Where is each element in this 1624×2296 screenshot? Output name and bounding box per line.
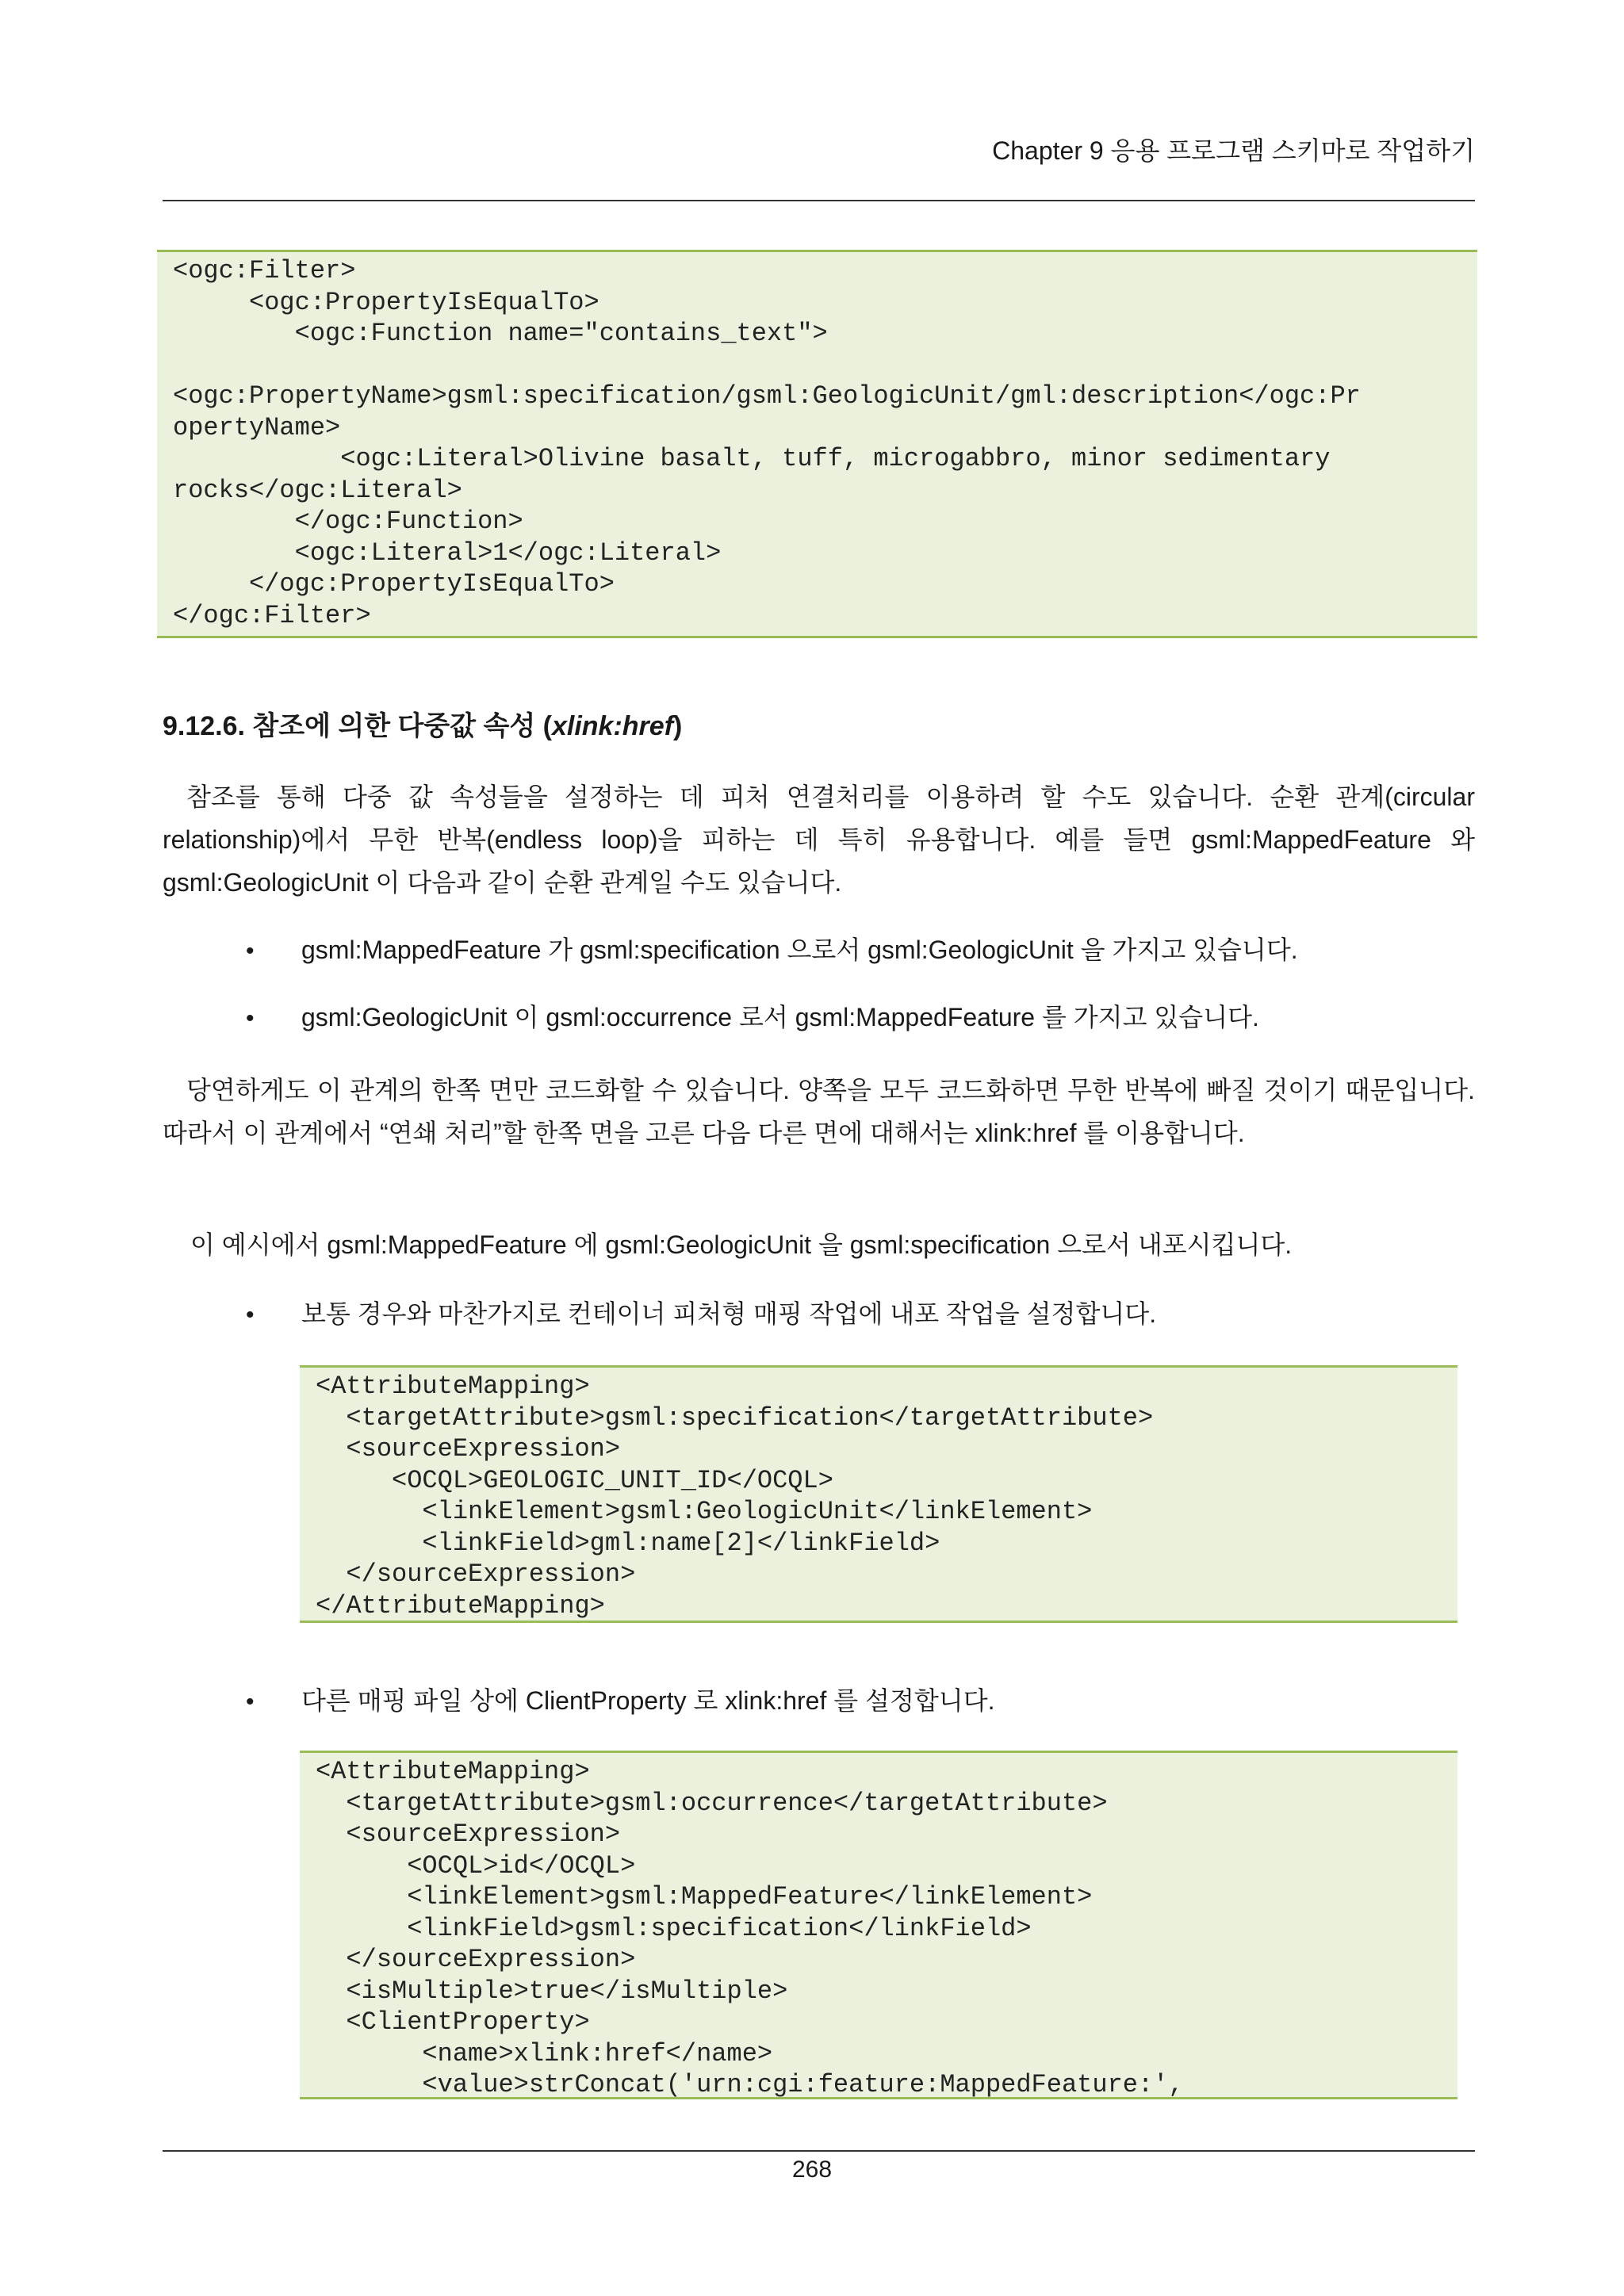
paren-open: ( bbox=[542, 711, 552, 741]
section-term: xlink:href bbox=[551, 711, 674, 741]
code-block-attribute-mapping-occurrence: <AttributeMapping> <targetAttribute>gsml:occurrence</targetAttribute> <sourceExpression> <OCQL>id</OCQL> <linkElement>gsml:MappedFeature</linkElement> <linkField>gsml:specification</linkField> </sourceExpression> <isMultiple>true</isMultiple> <ClientProperty> <name>xlink:href</name> <value>strConcat('urn:cgi:feature:MappedFeature:', bbox=[300, 1751, 1457, 2099]
bullet-dot: • bbox=[246, 1689, 255, 1715]
code-block-attribute-mapping-specification: <AttributeMapping> <targetAttribute>gsml:specification</targetAttribute> <sourceExpression> <OCQL>GEOLOGIC_UNIT_ID</OCQL> <linkElement>gsml:GeologicUnit</linkElement> <linkField>gml:name[2]</linkField> </sourceExpression> </AttributeMapping> bbox=[300, 1365, 1457, 1623]
bullet-dot: • bbox=[246, 938, 255, 964]
section-heading bbox=[163, 704, 682, 743]
footer-rule bbox=[163, 2150, 1475, 2152]
bullet-text: 다른 매핑 파일 상에 ClientProperty 로 xlink:href 를 설정합니다. bbox=[301, 1686, 995, 1715]
code-block-filter: <ogc:Filter> <ogc:PropertyIsEqualTo> <ogc:Function name="contains_text"> <ogc:PropertyName>gsml:specification/gsml:GeologicUnit/gml:description</ogc:Pr opertyName> <ogc:Literal>Olivine basalt, tuff, microgabbro, minor sedimentary rocks</ogc:Literal> </ogc:Function> <ogc:Literal>1</ogc:Literal> </ogc:PropertyIsEqualTo> </ogc:Filter> bbox=[157, 250, 1477, 638]
page-number: 268 bbox=[791, 2156, 833, 2183]
bullet-text: 보통 경우와 마찬가지로 컨테이너 피처형 매핑 작업에 내포 작업을 설정합니다. bbox=[301, 1299, 1157, 1328]
bullet-dot: • bbox=[246, 1005, 255, 1031]
bullet-text: gsml:MappedFeature 가 gsml:specification 으로서 gsml:GeologicUnit 을 가지고 있습니다. bbox=[301, 936, 1298, 964]
bullet-dot: • bbox=[246, 1302, 255, 1328]
paragraph-explanation: 당연하게도 이 관계의 한쪽 면만 코드화할 수 있습니다. 양쪽을 모두 코드화하면 무한 반복에 빠질 것이기 때문입니다. 따라서 이 관계에서 “연쇄 처리”할 한쪽 면을 고른 다음 다른 면에 대해서는 xlink:href 를 이용합니다. bbox=[163, 1076, 1475, 1147]
bullet-item bbox=[246, 930, 1298, 966]
running-header: Chapter 9 응용 프로그램 스키마로 작업하기 bbox=[992, 136, 1475, 165]
bullet-item bbox=[246, 1294, 1156, 1330]
section-number-title: 9.12.6. 참조에 의한 다중값 속성 bbox=[163, 711, 543, 741]
paragraph-intro: 참조를 통해 다중 값 속성들을 설정하는 데 피처 연결처리를 이용하려 할 수도 있습니다. 순환 관계(circular relationship)에서 무한 반복(endless loop)을 피하는 데 특히 유용합니다. 예를 들면 gsml:MappedFeature 와 gsml:GeologicUnit 이 다음과 같이 순환 관계일 수도 있습니다. bbox=[163, 783, 1475, 897]
bullet-item bbox=[246, 997, 1259, 1034]
bullet-text: gsml:GeologicUnit 이 gsml:occurrence 로서 gsml:MappedFeature 를 가지고 있습니다. bbox=[301, 1003, 1259, 1031]
header-rule bbox=[163, 200, 1475, 201]
paragraph-example: 이 예시에서 gsml:MappedFeature 에 gsml:GeologicUnit 을 gsml:specification 으로서 내포시킵니다. bbox=[190, 1230, 1293, 1259]
bullet-item bbox=[246, 1681, 995, 1717]
paren-close: ) bbox=[673, 711, 683, 741]
